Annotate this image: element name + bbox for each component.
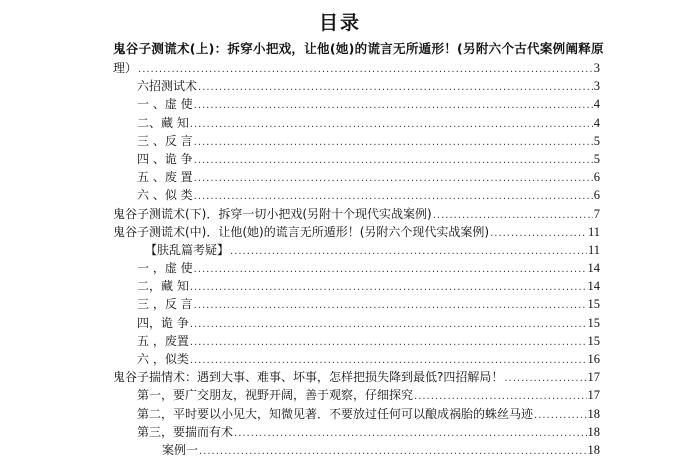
toc-entry[interactable] — [113, 332, 600, 350]
toc-page-number: 17 — [587, 370, 600, 385]
toc-entry-label: 一 ，虚 使 — [137, 261, 193, 276]
toc-page-number: 4 — [593, 97, 600, 112]
toc-entry[interactable] — [113, 205, 600, 223]
toc-page-number: 3 — [593, 79, 600, 94]
dot-leader — [190, 279, 587, 297]
toc-entry[interactable] — [113, 150, 600, 168]
toc-page-number: 18 — [587, 406, 600, 421]
toc-entry-label: 第一，要广交朋友，视野开阔，善于观察，仔细探究 — [137, 388, 414, 403]
dot-leader — [194, 170, 593, 188]
dot-leader — [194, 134, 593, 152]
dot-leader — [194, 297, 587, 315]
toc-entry[interactable] — [113, 368, 600, 386]
dot-leader — [234, 425, 586, 443]
dot-leader — [199, 443, 586, 461]
toc-entry[interactable] — [113, 241, 600, 259]
toc-entry[interactable] — [113, 405, 600, 423]
toc-entry[interactable] — [113, 95, 600, 113]
dot-leader — [490, 225, 587, 243]
dot-leader — [138, 61, 593, 79]
toc-entry-label: 四 、诡 争 — [137, 151, 193, 166]
dot-leader — [198, 79, 593, 97]
toc-entry-label: 【肤乱篇考疑】 — [145, 242, 230, 257]
toc-entry[interactable] — [113, 186, 600, 204]
toc-page-number: 15 — [587, 315, 600, 330]
toc-entry[interactable] — [113, 423, 600, 441]
toc-entry[interactable] — [113, 77, 600, 95]
toc-page-number: 6 — [593, 170, 600, 185]
toc-page-number: 4 — [593, 115, 600, 130]
toc-page-number: 16 — [587, 352, 600, 366]
toc-entry-label: 四，诡 争 — [137, 315, 189, 330]
toc-entry[interactable] — [113, 386, 600, 404]
toc-entry-label: 三 ，反 言 — [137, 297, 193, 312]
dot-leader — [230, 243, 587, 261]
toc-entry-label: 二、藏 知 — [137, 115, 189, 130]
toc-entry-label: 五 ，废置 — [137, 333, 189, 348]
toc-entry-label: 一 、虚 使 — [137, 97, 193, 112]
toc-entry-label: 五 、废 置 — [137, 170, 193, 185]
toc-entry[interactable] — [113, 350, 600, 368]
toc-entry-label: 三 、反 言 — [137, 133, 193, 148]
toc-page-number: 18 — [587, 442, 600, 457]
toc-page-number: 17 — [587, 388, 600, 403]
toc-page-number: 14 — [587, 279, 600, 294]
dot-leader — [194, 261, 587, 279]
toc-page-number: 15 — [587, 333, 600, 348]
toc-title: 目录 — [318, 12, 361, 34]
toc-entry-label: 鬼谷子测谎术(中)．让他(她)的谎言无所遁形！(另附六个现代实战案例) — [113, 224, 490, 239]
toc-page-number: 14 — [587, 261, 600, 276]
toc-entry-label: 第二，平时要以小见大，知微见著．不要放过任何可以酿成祸胎的蛛丝马迹 — [137, 406, 534, 421]
toc-page-number: 15 — [587, 297, 600, 312]
toc-entry[interactable] — [113, 114, 600, 132]
toc-page-number: 18 — [587, 424, 600, 439]
toc-entry-label: 六 ，似类 — [137, 352, 189, 366]
toc-page-number: 11 — [587, 242, 600, 257]
toc-page-number: 11 — [587, 224, 600, 239]
toc-entry[interactable] — [113, 59, 600, 77]
toc-entry-label: 鬼谷子测谎术(下)．拆穿一切小把戏(另附十个现代实战案例) — [113, 206, 432, 221]
toc-entry[interactable] — [113, 132, 600, 150]
toc-page-number: 6 — [593, 188, 600, 203]
table-of-contents — [113, 39, 604, 459]
toc-entry[interactable] — [113, 314, 600, 332]
toc-entry-label: 二，藏 知 — [137, 279, 189, 294]
dot-leader — [194, 97, 593, 115]
dot-leader — [190, 334, 587, 352]
toc-entry-label: 第三，要揣而有术 — [137, 424, 234, 439]
toc-page-number: 5 — [593, 151, 600, 166]
toc-page-number: 3 — [593, 61, 600, 75]
toc-entry[interactable] — [113, 168, 600, 186]
toc-entry-heading[interactable]: 鬼谷子测谎术(上)：拆穿小把戏，让他(她)的谎言无所遁形！(另附六个古代案例阐释原 — [113, 41, 604, 56]
dot-leader — [504, 370, 586, 388]
toc-page-number: 5 — [593, 133, 600, 148]
dot-leader — [190, 316, 587, 334]
toc-entry-label: 六 、似 类 — [137, 188, 193, 203]
toc-entry[interactable] — [113, 295, 600, 313]
toc-entry-label: 鬼谷子揣情术：遇到大事、难事、坏事，怎样把损失降到最低?四招解局！ — [113, 370, 504, 385]
toc-entry[interactable] — [113, 223, 600, 241]
toc-entry-label: 案例一 — [162, 442, 199, 457]
toc-entry-label: 六招测试术 — [137, 79, 198, 94]
dot-leader — [194, 152, 593, 170]
toc-entry-label: 理） — [113, 61, 138, 75]
toc-entry[interactable] — [113, 441, 600, 459]
dot-leader — [534, 407, 586, 425]
toc-page-number: 7 — [593, 206, 600, 221]
toc-entry[interactable] — [113, 259, 600, 277]
dot-leader — [190, 116, 593, 134]
toc-entry[interactable] — [113, 277, 600, 295]
